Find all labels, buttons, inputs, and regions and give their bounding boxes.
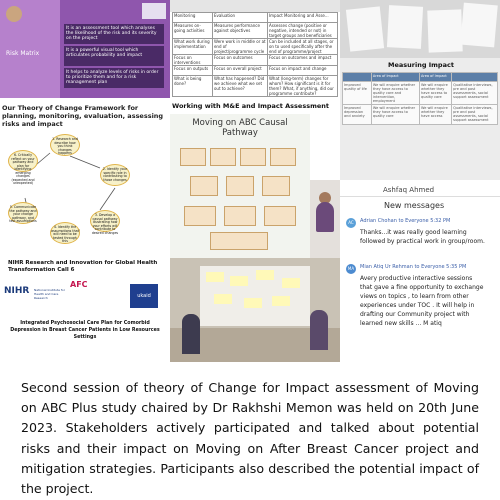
pathway-box <box>184 206 216 226</box>
table-cell: Focus on impact and change <box>267 66 337 76</box>
table-header-cell: Impact Monitoring and Asse... <box>267 13 337 23</box>
participant-name: Ashfaq Ahmed <box>383 186 435 194</box>
sticky-note <box>244 298 262 308</box>
table-header-cell: Area of Impact <box>371 73 419 82</box>
table-cell: We will enquire whether they have access <box>420 105 452 125</box>
table-cell: Qualitative interviews, pre and post assessments, social support assessment <box>452 82 498 105</box>
risk-matrix-label: Risk Matrix <box>6 50 40 57</box>
caption-text: Second session of theory of Change for Impact assessment of Moving on ABC Plus study chaired by Dr Rakhshi Memon was held on 20th June 2023. Stakeholders actively participated and talked about potential risks and their impact on Moving on After Breast Cancer project and mitigation strategies. Participants also described the potential impact of the project. <box>21 380 479 497</box>
table-header-row <box>173 13 338 23</box>
table-cell: We will enquire whether they have access to quality care <box>371 105 419 125</box>
papers-photo <box>340 0 500 58</box>
risk-point-1: It is an assessment tool which analyses the likelihood of the risk and its severity on the project <box>64 24 164 44</box>
table-cell: What work during implementation <box>173 39 213 55</box>
video-thumbnail <box>142 3 166 19</box>
measuring-impact-title: Measuring Impact <box>388 61 454 69</box>
table-cell: Qualitative interviews, pre and post assessments, social support assessment <box>452 105 498 125</box>
toc-node-6: 6. Critically reflect on your pathway and plan for identifying emerging changes (expected and unexpected) <box>8 150 38 172</box>
sticky-note <box>214 294 232 304</box>
presenter-thumbnail <box>0 0 60 98</box>
toc-node-4: 4. Identify the assumptions that will need to be tested through this <box>50 222 80 244</box>
participant-body <box>316 202 334 232</box>
table-cell: Improved quality of life <box>343 82 372 105</box>
table-cell: Focus on outcomes and impact <box>267 55 337 66</box>
sticky-note <box>256 270 274 280</box>
toc-title: Our Theory of Change Framework for planning, monitoring, evaluation, assessing risks and impact <box>2 104 164 128</box>
ukaid-logo: ukaid <box>130 284 158 308</box>
pathway-box <box>210 148 236 166</box>
nihr-project-title: Integrated Psychosocial Care Plan for Comorbid Depression in Breast Cancer Patients in Low Resources Settings <box>10 321 160 340</box>
table-cell: Focus on interventions <box>173 55 213 66</box>
avatar: MA <box>346 264 356 274</box>
toc-node-2: 2. Identify your specific role in contributing to those changes <box>100 164 130 186</box>
table-header-cell: Area of Impact <box>420 73 452 82</box>
chat-text: Avery productive interactive sessions that gave a fine opportunity to exchange views on topics , to learn from other experiences under TOC . It will help in drafting our Community project with learned new skills ... M atiq <box>360 275 484 327</box>
toc-node-5: 5. Communicate the pathway and your change pathway, and test assumptions <box>8 202 38 224</box>
table-header-cell: Evaluation <box>212 13 267 23</box>
toc-node-1: 1. Research and describe how you think changes happens <box>50 134 80 156</box>
pathway-box <box>190 176 218 196</box>
participant-figure <box>310 310 328 350</box>
nihr-logo: NIHR <box>4 286 30 296</box>
pathway-box <box>264 206 296 226</box>
paper-sheet <box>427 9 462 52</box>
table-row <box>343 105 498 125</box>
toc-arrow <box>70 156 100 168</box>
table-row <box>173 55 338 66</box>
chat-text: Thanks...it was really good learning followed by practical work in group/room. <box>360 229 485 245</box>
participant-video <box>310 180 340 262</box>
pathway-box <box>226 176 254 196</box>
table-row <box>343 82 498 105</box>
window-toolbar <box>170 0 340 12</box>
toc-arrow <box>100 188 115 210</box>
workshop-photo <box>170 258 340 362</box>
pathway-box <box>224 206 256 226</box>
paper-sheet <box>346 6 384 51</box>
table-header-cell <box>452 73 498 82</box>
flipchart-board <box>200 266 310 326</box>
mne-caption: Working with M&E and Impact Assessment <box>172 102 329 110</box>
table-cell: We will enquire whether they have access to quality care <box>420 82 452 105</box>
table-header-row <box>343 73 498 82</box>
causal-pathway-title: Moving on ABC Causal Pathway <box>192 118 288 138</box>
presenter-avatar <box>6 6 22 22</box>
table-cell: Focus on overall project <box>212 66 267 76</box>
paper-sheet <box>460 3 498 48</box>
risk-matrix-screenshot <box>0 0 170 98</box>
pathway-box <box>240 148 266 166</box>
new-messages-header: New messages <box>384 201 445 210</box>
paper-sheet <box>387 5 423 49</box>
mne-table <box>172 12 338 97</box>
chat-sender: Mian Atiq Ur Rehman to Everyone 5:35 PM <box>360 264 467 270</box>
table-row <box>173 39 338 55</box>
measuring-impact-photo <box>340 0 500 180</box>
nihr-title: NIHR Research and Innovation for Global Health Transformation Call 6 <box>8 260 158 273</box>
table-cell: We will enquire whether they have access to quality care and intervention, employment <box>371 82 419 105</box>
chat-sender: Adrian Chohan to Everyone 5:32 PM <box>360 218 451 224</box>
table-cell: What has happened? Did we achieve what we set out to achieve? <box>212 76 267 97</box>
table-cell: Focus on outcomes <box>212 55 267 66</box>
mne-table-screenshot <box>170 0 340 114</box>
logo-row <box>4 280 166 314</box>
theory-of-change-diagram <box>0 98 170 258</box>
measuring-impact-table <box>342 72 498 125</box>
table-row <box>173 66 338 76</box>
table-cell: Assesses change (positive or negative, intended or not) in target groups and beneficiaries <box>267 23 337 39</box>
table-cell: Improved depression and anxiety <box>343 105 372 125</box>
table-cell: Measures on-going activities <box>173 23 213 39</box>
table-row <box>173 76 338 97</box>
participant-figure <box>182 314 200 354</box>
sticky-note <box>230 276 248 286</box>
pathway-box <box>262 176 290 196</box>
pathway-box <box>210 232 268 250</box>
avatar: AC <box>346 218 356 228</box>
nihr-project-slide <box>0 258 170 362</box>
sticky-note <box>272 296 290 306</box>
chat-panel <box>340 180 500 362</box>
pathway-box <box>270 148 296 166</box>
table-cell: What (long-term) changes for whom? How significant is it for them? What, if anything, did our programme contribute? <box>267 76 337 97</box>
nihr-subtitle: National Institute for Health and Care Research <box>34 288 65 300</box>
table-cell: Measures performance against objectives <box>212 23 267 39</box>
afc-logo: AFC <box>70 280 88 289</box>
toc-node-3: 3. Develop a causal pathway illustrating how your efforts will contribute to desired changes <box>90 210 120 232</box>
divider <box>340 196 500 197</box>
table-cell: Focus on outputs <box>173 66 213 76</box>
table-cell: What is being done? <box>173 76 213 97</box>
sticky-note <box>206 272 224 282</box>
table-row <box>173 23 338 39</box>
risk-point-2: It is a powerful visual tool which articulates probability and impact <box>64 46 164 66</box>
risk-matrix-slide <box>60 0 170 98</box>
sticky-note <box>282 278 300 288</box>
risk-point-3: It helps to analyze levels of risks in order to prioritize them and for a risk management plan <box>64 68 164 88</box>
table-header-cell: Monitoring <box>173 13 213 23</box>
table-header-cell <box>343 73 372 82</box>
table-cell: Were work in middle or at end of project/programme cycle <box>213 39 266 54</box>
table-cell: Can be included at all stages, or on to used specifically after the end of programme/project <box>267 39 337 55</box>
pathway-box <box>180 148 206 166</box>
causal-pathway-slide <box>170 114 310 258</box>
